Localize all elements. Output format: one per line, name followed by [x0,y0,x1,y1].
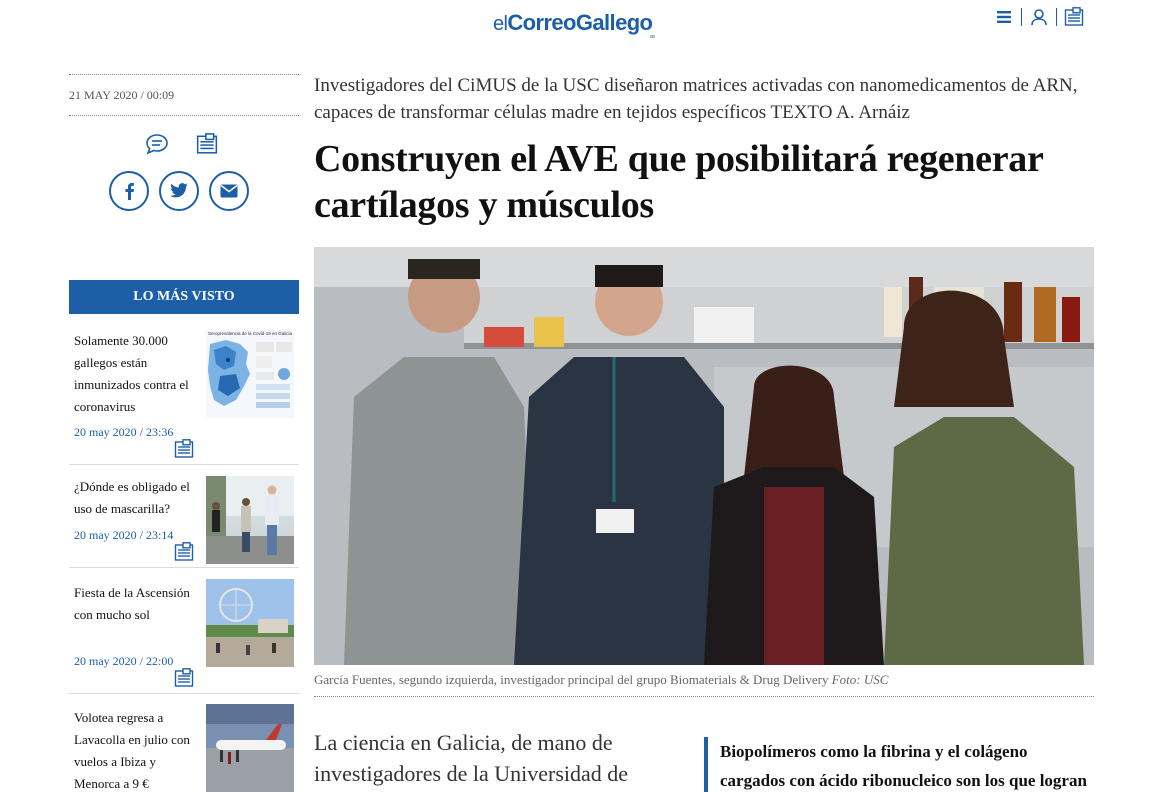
comment-icon[interactable] [144,131,170,157]
header-icons [993,6,1085,28]
most-viewed-heading: LO MÁS VISTO [69,280,299,314]
list-item-thumbnail[interactable] [206,476,294,564]
divider [314,696,1094,697]
list-item-time: 20 may 2020 / 23:14 [74,528,174,542]
menu-icon[interactable] [993,6,1015,28]
divider [69,74,299,75]
list-item-thumbnail[interactable] [206,330,294,418]
street-photo [206,476,294,564]
list-item-time: 20 may 2020 / 23:36 [74,425,174,439]
newspaper-icon[interactable] [174,542,194,562]
article-body: La ciencia en Galicia, de mano de investigadores de la Universidad de [314,730,629,786]
email-icon [220,184,238,198]
list-item-title[interactable]: Solamente 30.000 gallegos están inmunizados contra el coronavirus [74,333,189,414]
article-photo [314,247,1094,665]
photo-caption [314,672,1094,688]
twitter-icon [169,183,189,199]
list-item-title[interactable]: Volotea regresa a Lavacolla en julio con vuelos a Ibiza y Menorca a 9 € [74,710,190,791]
thumbnail-title: Seroprevalencia de la Covid-19 en Galicia [208,331,293,336]
list-item-thumbnail[interactable] [206,579,294,667]
pull-quote: Biopolímeros como la fibrina y el colágeno cargados con ácido ribonucleico son los que logran [704,737,1094,792]
article-headline: Construyen el AVE que posibilitará regenerar cartílagos y músculos [314,138,1043,226]
list-item-title[interactable]: Fiesta de la Ascensión con mucho sol [74,585,190,622]
twitter-share-button[interactable] [159,171,199,211]
fair-photo [206,579,294,667]
divider [69,567,299,568]
divider [69,115,299,116]
newspaper-icon[interactable] [194,131,220,157]
facebook-share-button[interactable] [109,171,149,211]
list-item-time: 20 may 2020 / 22:00 [74,654,174,668]
email-share-button[interactable] [209,171,249,211]
article-lead: Investigadores del CiMUS de la USC diseñaron matrices activadas con nanomedicamentos de ARN, capaces de transformar células madre en tejidos específicos TEXTO A. Arnáiz [314,75,1078,123]
facebook-icon [122,182,136,200]
divider [1056,8,1057,26]
list-item[interactable] [69,330,299,439]
photo-credit: Foto: USC [831,672,889,687]
list-item-title[interactable]: ¿Dónde es obligado el uso de mascarilla? [74,479,190,516]
user-icon[interactable] [1028,6,1050,28]
divider [69,693,299,694]
list-item[interactable] [69,582,299,682]
article-tools [144,131,220,157]
share-buttons [109,171,249,211]
newspaper-icon[interactable] [174,439,194,459]
publication-date: 21 MAY 2020 / 00:09 [69,88,175,102]
site-logo[interactable]: elCorreoGallego .es [493,10,655,40]
caption-text: García Fuentes, segundo izquierda, investigador principal del grupo Biomaterials & Drug Delivery [314,672,829,687]
list-item[interactable] [69,707,299,792]
list-item-thumbnail[interactable] [206,704,294,792]
divider [1021,8,1022,26]
list-item[interactable] [69,476,299,576]
divider [69,464,299,465]
newspaper-icon[interactable] [174,668,194,688]
plane-photo [206,704,294,792]
map-graphic [206,330,294,418]
newspaper-icon[interactable] [1063,6,1085,28]
